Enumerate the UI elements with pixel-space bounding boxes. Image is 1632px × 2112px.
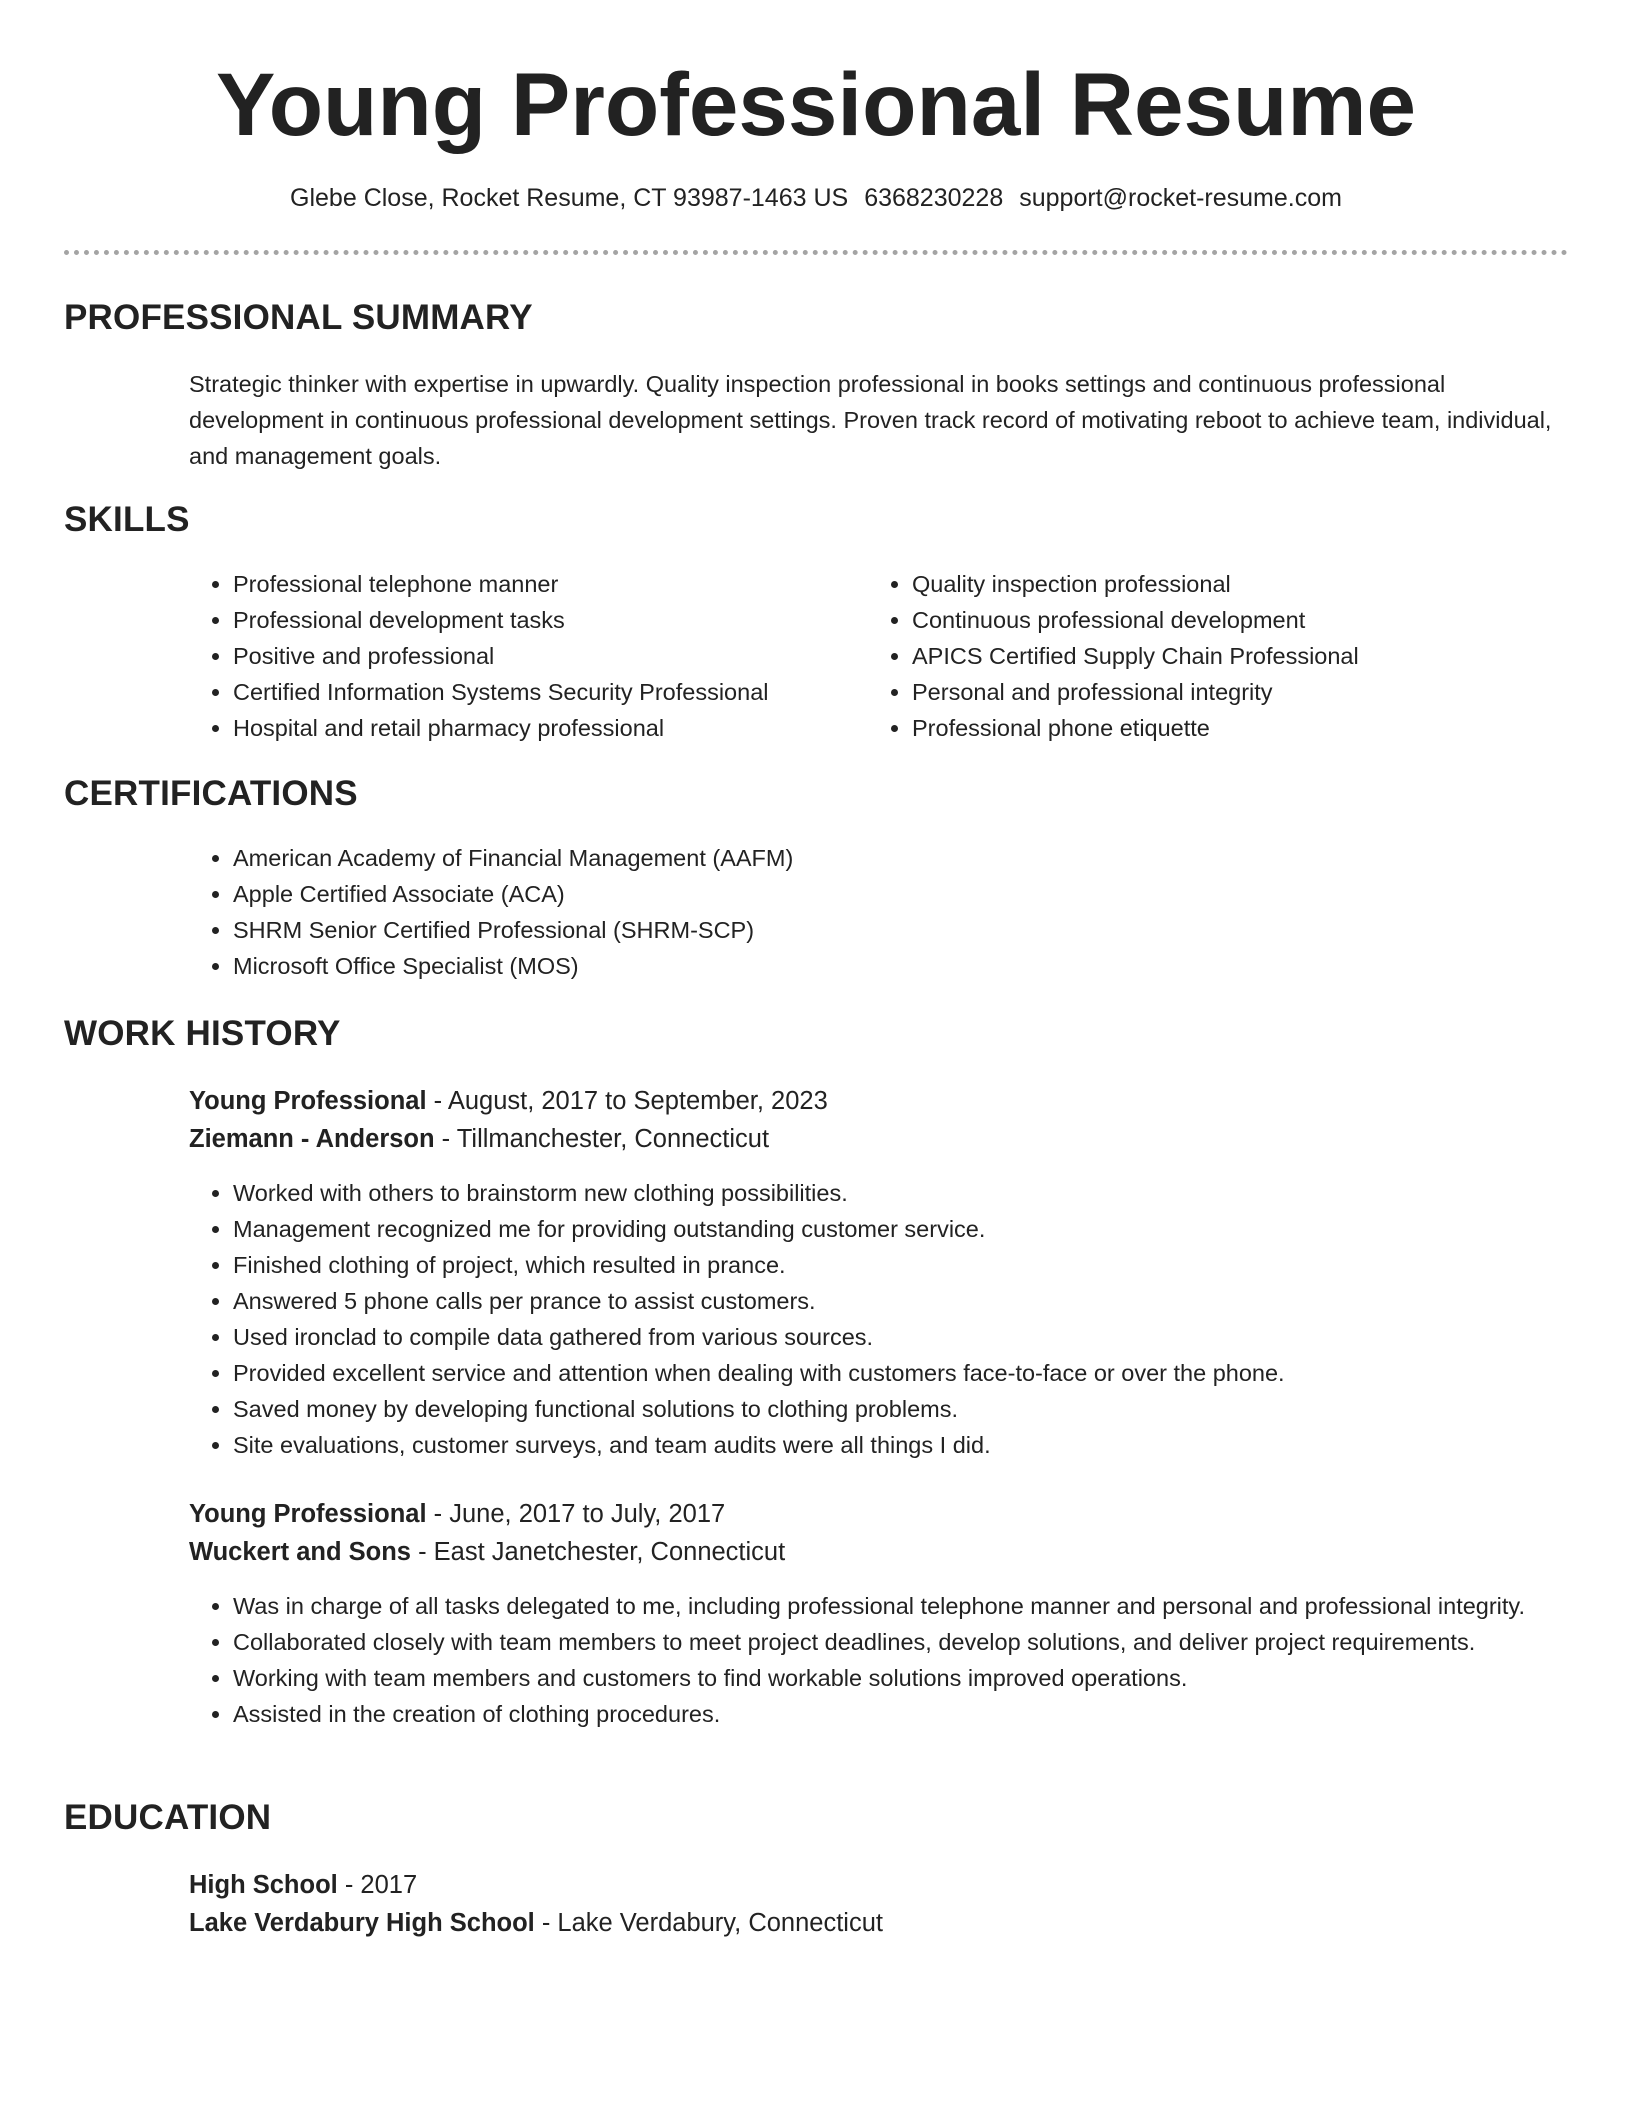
skills-list-left <box>189 566 873 746</box>
work-history-heading: WORK HISTORY <box>64 1014 341 1053</box>
list-item: • Was in charge of all tasks delegated to me, including professional telephone manner and personal and professional integrity. <box>233 1588 1613 1624</box>
job-dates: - June, 2017 to July, 2017 <box>426 1500 726 1528</box>
job-1-title-line <box>189 1082 828 1120</box>
summary-heading: PROFESSIONAL SUMMARY <box>64 298 533 337</box>
job-2-title-line <box>189 1495 725 1533</box>
job-2-company-line <box>189 1533 785 1571</box>
list-item: • Answered 5 phone calls per prance to assist customers. <box>233 1283 1613 1319</box>
skills-list-right <box>868 566 1592 746</box>
certifications-heading: CERTIFICATIONS <box>64 774 358 813</box>
list-item: • Worked with others to brainstorm new clothing possibilities. <box>233 1175 1613 1211</box>
job-company: Wuckert and Sons <box>189 1538 411 1566</box>
job-1-company-line <box>189 1120 769 1158</box>
list-item: • Certified Information Systems Security Professional <box>233 674 873 710</box>
education-location: - Lake Verdabury, Connecticut <box>534 1909 883 1937</box>
list-item: • Assisted in the creation of clothing procedures. <box>233 1696 1613 1732</box>
education-year: - 2017 <box>337 1871 418 1899</box>
contact-phone: 6368230228 <box>864 184 1004 212</box>
list-item: • Finished clothing of project, which resulted in prance. <box>233 1247 1613 1283</box>
list-item: • Microsoft Office Specialist (MOS) <box>233 948 1533 984</box>
job-company: Ziemann - Anderson <box>189 1125 435 1153</box>
job-title: Young Professional <box>189 1087 427 1115</box>
job-title: Young Professional <box>189 1500 427 1528</box>
list-item: • Apple Certified Associate (ACA) <box>233 876 1533 912</box>
list-item: • APICS Certified Supply Chain Professional <box>912 638 1592 674</box>
list-item: • Professional development tasks <box>233 602 873 638</box>
education-degree: High School <box>189 1871 338 1899</box>
list-item: • Professional telephone manner <box>233 566 873 602</box>
list-item: • Collaborated closely with team members to meet project deadlines, develop solutions, and deliver project requirements. <box>233 1624 1613 1660</box>
header-divider <box>64 250 1568 255</box>
list-item: • Working with team members and customers to find workable solutions improved operations. <box>233 1660 1613 1696</box>
education-school-line <box>189 1904 883 1942</box>
list-item: • Provided excellent service and attention when dealing with customers face-to-face or over the phone. <box>233 1355 1613 1391</box>
list-item: • Used ironclad to compile data gathered from various sources. <box>233 1319 1613 1355</box>
list-item: • Positive and professional <box>233 638 873 674</box>
list-item: • Hospital and retail pharmacy professional <box>233 710 873 746</box>
education-degree-line <box>189 1866 417 1904</box>
list-item: • Site evaluations, customer surveys, and team audits were all things I did. <box>233 1427 1613 1463</box>
education-heading: EDUCATION <box>64 1798 272 1837</box>
resume-title: Young Professional Resume <box>215 54 1417 154</box>
skills-heading: SKILLS <box>64 500 190 539</box>
list-item: • Personal and professional integrity <box>912 674 1592 710</box>
list-item: • Continuous professional development <box>912 602 1592 638</box>
list-item: • Quality inspection professional <box>912 566 1592 602</box>
contact-address: Glebe Close, Rocket Resume, CT 93987-1463 US <box>290 184 849 212</box>
list-item: • Management recognized me for providing outstanding customer service. <box>233 1211 1613 1247</box>
summary-text: Strategic thinker with expertise in upwardly. Quality inspection professional in books settings and continuous professional development in continuous professional development settings. Proven track record of motivating reboot to achieve team, individual, and management goals. <box>189 371 1552 469</box>
list-item: • American Academy of Financial Management (AAFM) <box>233 840 1533 876</box>
job-dates: - August, 2017 to September, 2023 <box>426 1087 828 1115</box>
job-location: - Tillmanchester, Connecticut <box>434 1125 770 1153</box>
job-1-bullets <box>189 1175 1613 1463</box>
list-item: • Professional phone etiquette <box>912 710 1592 746</box>
list-item: • SHRM Senior Certified Professional (SHRM-SCP) <box>233 912 1533 948</box>
list-item: • Saved money by developing functional solutions to clothing problems. <box>233 1391 1613 1427</box>
job-2-bullets <box>189 1588 1613 1732</box>
education-school: Lake Verdabury High School <box>189 1909 535 1937</box>
contact-line <box>0 180 1632 216</box>
contact-email: support@rocket-resume.com <box>1019 184 1342 212</box>
certifications-list <box>189 840 1533 984</box>
job-location: - East Janetchester, Connecticut <box>411 1538 786 1566</box>
